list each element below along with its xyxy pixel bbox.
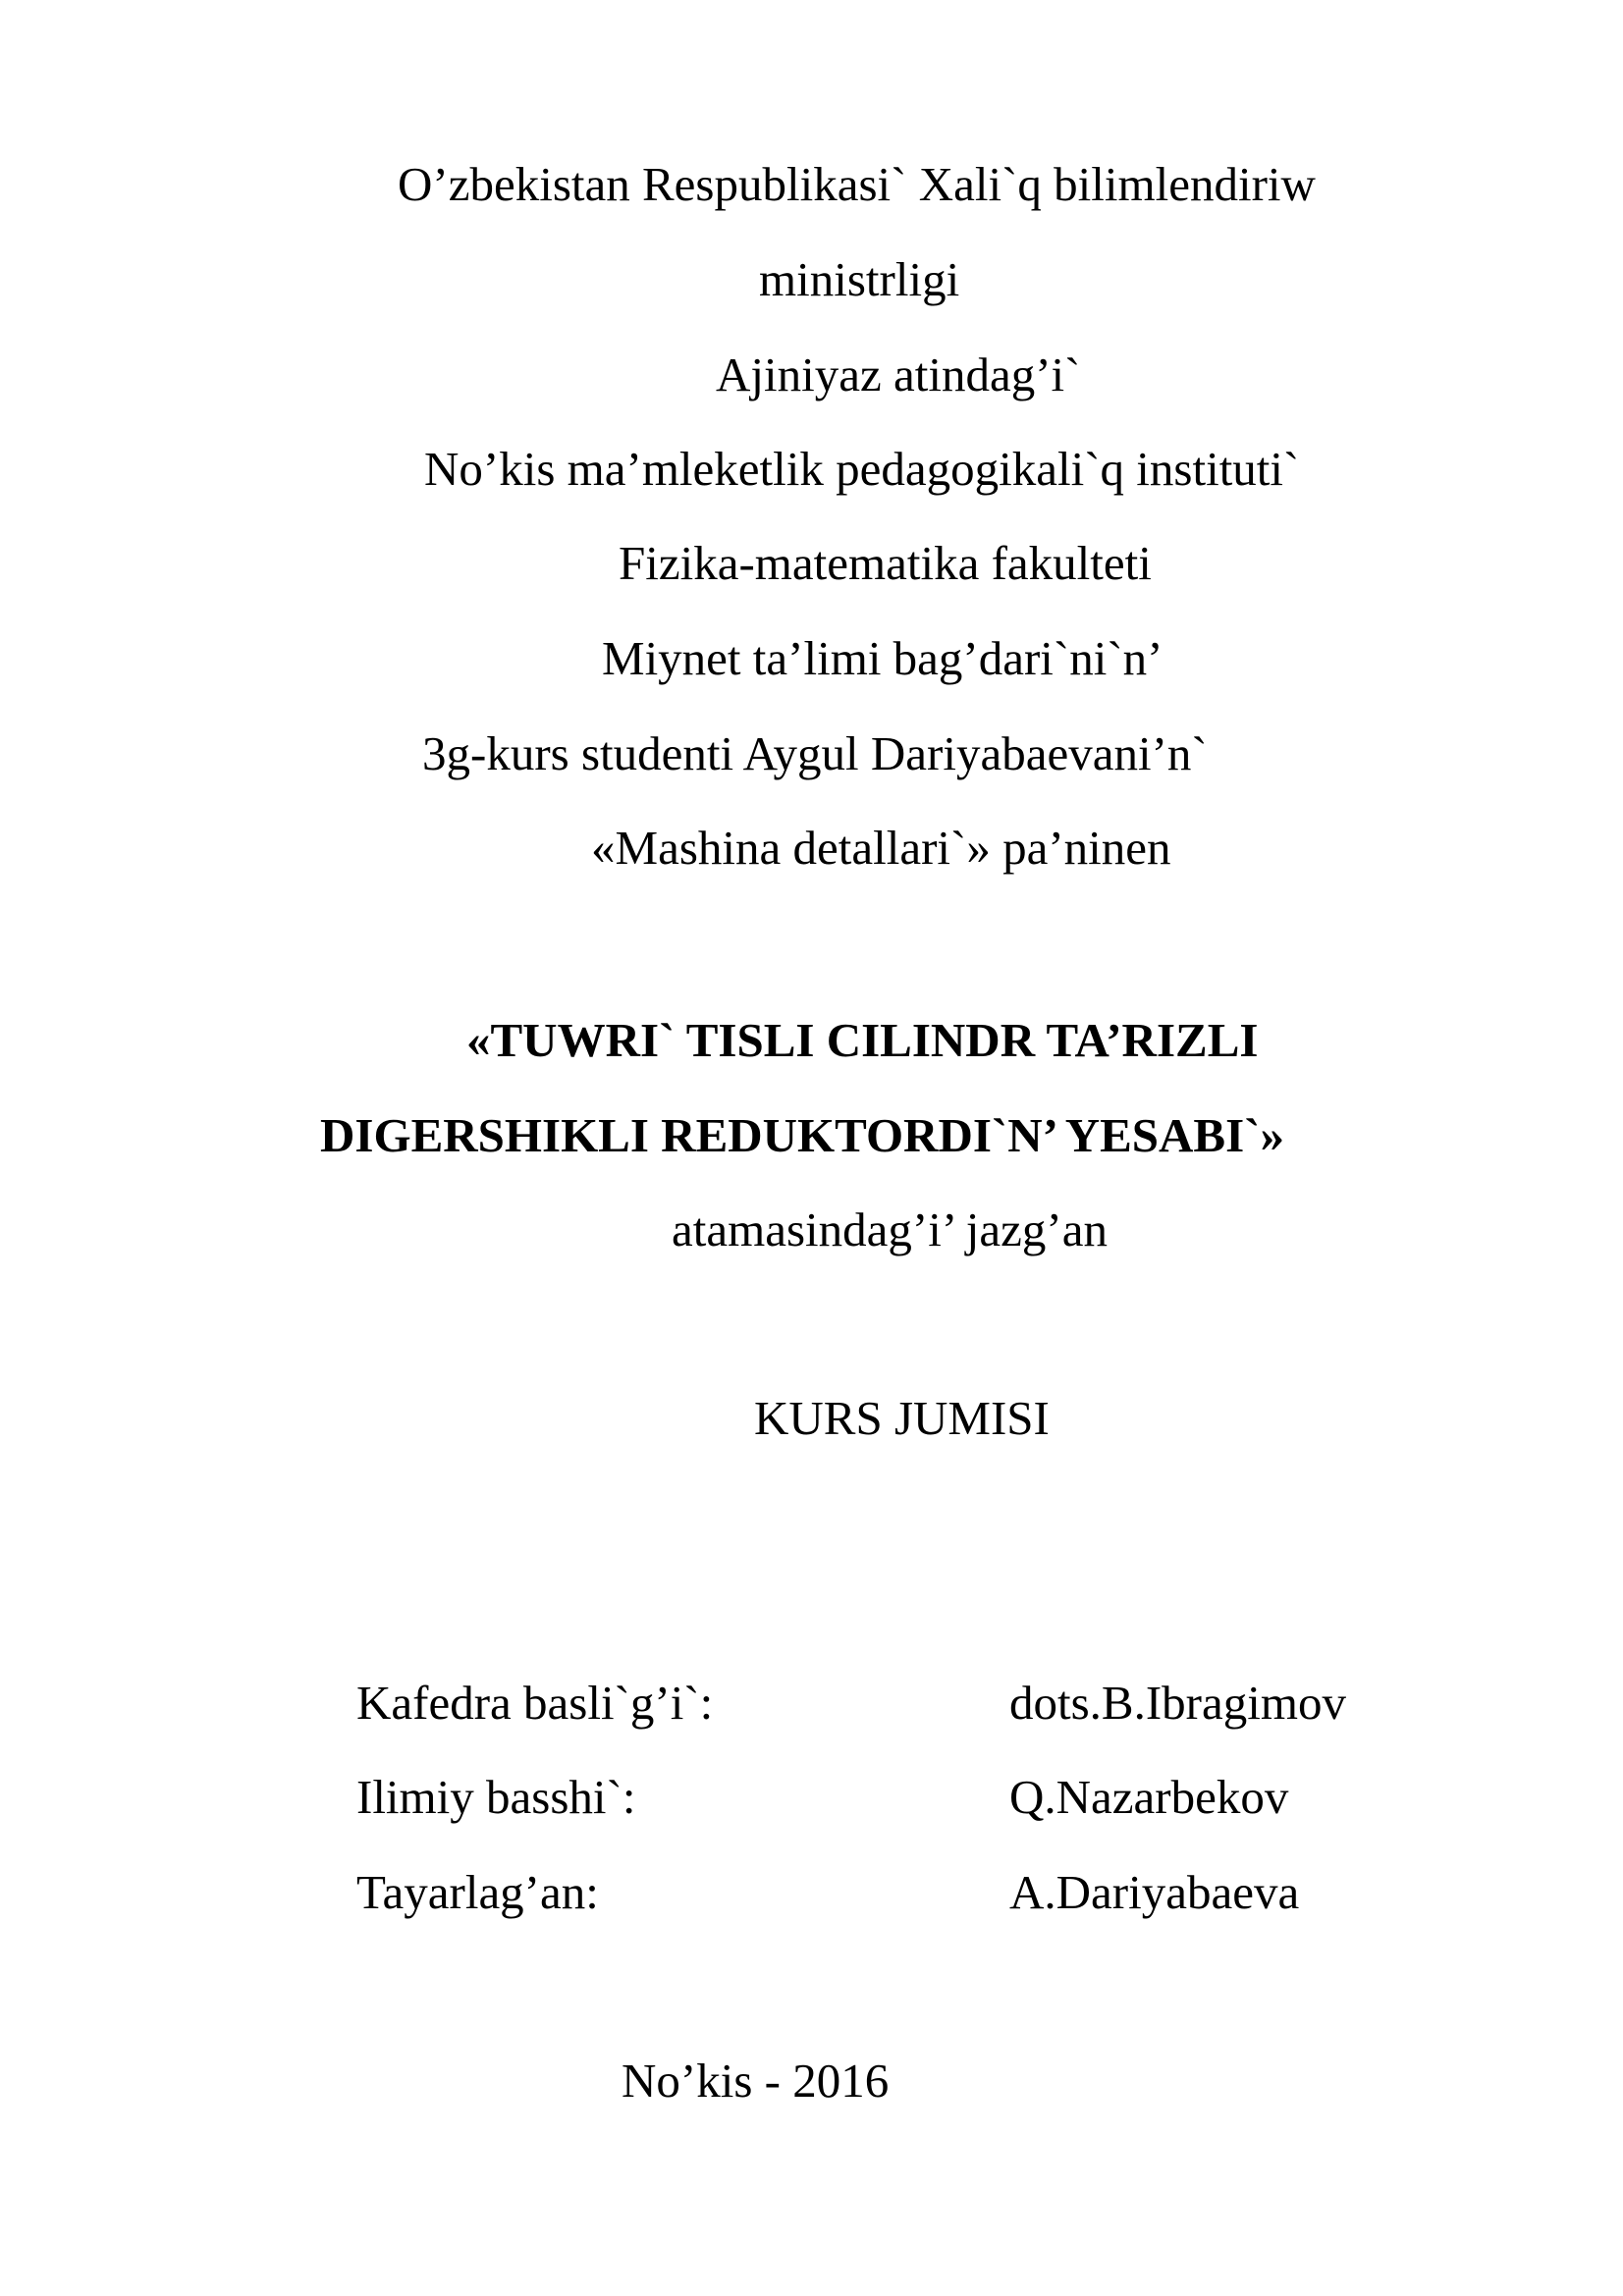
faculty-name: Fizika-matematika fakulteti <box>619 536 1152 590</box>
ministry-line: O’zbekistan Respublikasi` Xali`q bilimlendiriw <box>398 157 1316 211</box>
place-and-year: No’kis - 2016 <box>622 2054 890 2108</box>
signature-role-author: Tayarlag’an: <box>356 1865 599 1919</box>
signature-role-supervisor: Ilimiy basshi`: <box>356 1770 636 1824</box>
title-line-2: DIGERSHIKLI REDUKTORDI`N’ YESABI`» <box>320 1108 1284 1162</box>
signature-name-supervisor: Q.Nazarbekov <box>1009 1770 1289 1824</box>
student-line: 3g-kurs studenti Aygul Dariyabaevani’n` <box>422 726 1208 780</box>
subject-line: «Mashina detallari`» pa’ninen <box>591 821 1171 875</box>
title-line-1: «TUWRI` TISLI CILINDR TA’RIZLI <box>466 1013 1259 1067</box>
signature-role-head: Kafedra basli`g’i`: <box>356 1676 714 1730</box>
title-subtitle: atamasindag’i’ jazg’an <box>672 1202 1108 1256</box>
institute-name-prefix: Ajiniyaz atindag’i` <box>716 347 1081 401</box>
signature-name-author: A.Dariyabaeva <box>1009 1865 1300 1919</box>
document-type: KURS JUMISI <box>754 1391 1050 1445</box>
institute-name: No’kis ma’mleketlik pedagogikali`q instituti` <box>424 442 1300 496</box>
signature-name-head: dots.B.Ibragimov <box>1009 1676 1346 1730</box>
department-name: Miynet ta’limi bag’dari`ni`n’ <box>602 631 1163 685</box>
ministry-line-cont: ministrligi <box>759 252 960 306</box>
